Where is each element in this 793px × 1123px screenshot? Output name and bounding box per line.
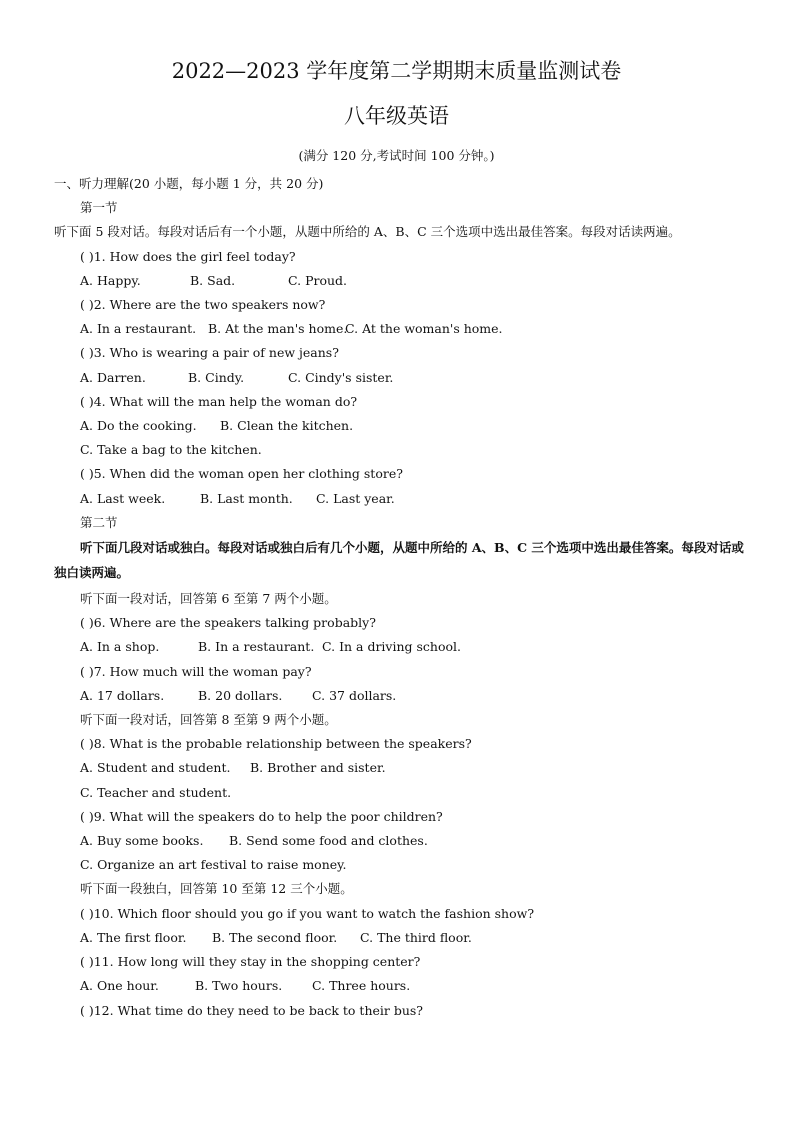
question-stem: ( )1. How does the girl feel today? (80, 248, 296, 264)
question-options (54, 684, 754, 708)
question-options (54, 974, 754, 998)
question-stem: ( )9. What will the speakers do to help the poor children? (80, 808, 443, 824)
question-stem: ( )6. Where are the speakers talking probably? (80, 615, 376, 631)
question-stem: ( )10. Which floor should you go if you want to watch the fashion show? (80, 905, 535, 921)
option-c: C. In a driving school. (322, 639, 462, 655)
option-b: B. Last month. (200, 490, 293, 506)
option-a: A. One hour. (80, 978, 159, 994)
option-c: C. At the woman's home. (345, 321, 503, 337)
option-c: C. Take a bag to the kitchen. (80, 442, 262, 458)
question-stem: ( )11. How long will they stay in the shopping center? (80, 954, 421, 970)
group-instruction: 听下面一段独白，回答第 10 至第 12 三个小题。 (80, 881, 353, 897)
exam-content (54, 172, 754, 1023)
part1-instructions: 听下面 5 段对话。每段对话后有一个小题，从题中所给的 A、B、C 三个选项中选出最佳答案。每段对话读两遍。 (54, 224, 681, 240)
part1-title: 第一节 (80, 200, 118, 216)
option-a: A. Student and student. (80, 760, 231, 776)
option-a: A. In a restaurant. (80, 321, 197, 337)
question-options (54, 635, 754, 659)
option-c: C. 37 dollars. (312, 687, 397, 703)
question-options (54, 756, 754, 780)
question-stem: ( )12. What time do they need to be back to their bus? (80, 1002, 424, 1018)
option-c: C. Proud. (288, 272, 348, 288)
option-c: C. Last year. (316, 490, 395, 506)
question-stem: ( )4. What will the man help the woman do? (80, 393, 358, 409)
option-b: B. In a restaurant. (198, 639, 315, 655)
question-options (54, 926, 754, 950)
question-options (54, 487, 754, 511)
option-b: B. Send some food and clothes. (229, 833, 428, 849)
option-b: B. Clean the kitchen. (220, 418, 354, 434)
option-a: A. Last week. (80, 490, 166, 506)
option-b: B. Brother and sister. (250, 760, 386, 776)
option-a: A. Happy. (80, 272, 141, 288)
option-a: A. Buy some books. (80, 833, 204, 849)
question-options (54, 269, 754, 293)
option-a: A. Do the cooking. (80, 418, 197, 434)
question-options (54, 829, 754, 853)
part2-title: 第二节 (80, 514, 118, 530)
option-a: A. 17 dollars. (80, 687, 165, 703)
option-c: C. Teacher and student. (80, 784, 232, 800)
exam-title: 2022—2023 学年度第二学期期末质量监测试卷 (171, 59, 622, 83)
option-c: C. Three hours. (312, 978, 411, 994)
option-a: A. The first floor. (80, 929, 187, 945)
option-c: C. Organize an art festival to raise money. (80, 857, 347, 873)
group-instruction: 听下面一段对话，回答第 8 至第 9 两个小题。 (80, 712, 337, 728)
question-stem: ( )2. Where are the two speakers now? (80, 297, 326, 313)
option-c: C. Cindy's sister. (288, 369, 394, 385)
question-options (54, 366, 754, 390)
option-b: B. The second floor. (212, 929, 338, 945)
section-heading: 一、听力理解(20 小题，每小题 1 分，共 20 分) (54, 176, 324, 191)
option-b: B. Sad. (190, 272, 236, 288)
question-options (54, 414, 754, 438)
part2-instructions: 听下面几段对话或独白。每段对话或独白后有几个小题，从题中所给的 A、B、C 三个选项中选出最佳答案。每段对话或独白读两遍。 (54, 540, 744, 581)
option-b: B. Two hours. (195, 978, 283, 994)
question-stem: ( )3. Who is wearing a pair of new jeans? (80, 345, 339, 361)
option-b: B. Cindy. (188, 369, 245, 385)
group-instruction: 听下面一段对话，回答第 6 至第 7 两个小题。 (80, 591, 337, 607)
option-a: A. Darren. (80, 369, 146, 385)
option-c: C. The third floor. (360, 929, 472, 945)
option-b: B. At the man's home. (208, 321, 348, 337)
question-options (54, 317, 754, 341)
question-stem: ( )8. What is the probable relationship between the speakers? (80, 736, 472, 752)
option-b: B. 20 dollars. (198, 687, 283, 703)
exam-subtitle: 八年级英语 (344, 104, 449, 128)
option-a: A. In a shop. (80, 639, 160, 655)
exam-note: (满分 120 分,考试时间 100 分钟。) (298, 148, 495, 163)
question-stem: ( )7. How much will the woman pay? (80, 663, 312, 679)
question-stem: ( )5. When did the woman open her clothing store? (80, 466, 403, 482)
